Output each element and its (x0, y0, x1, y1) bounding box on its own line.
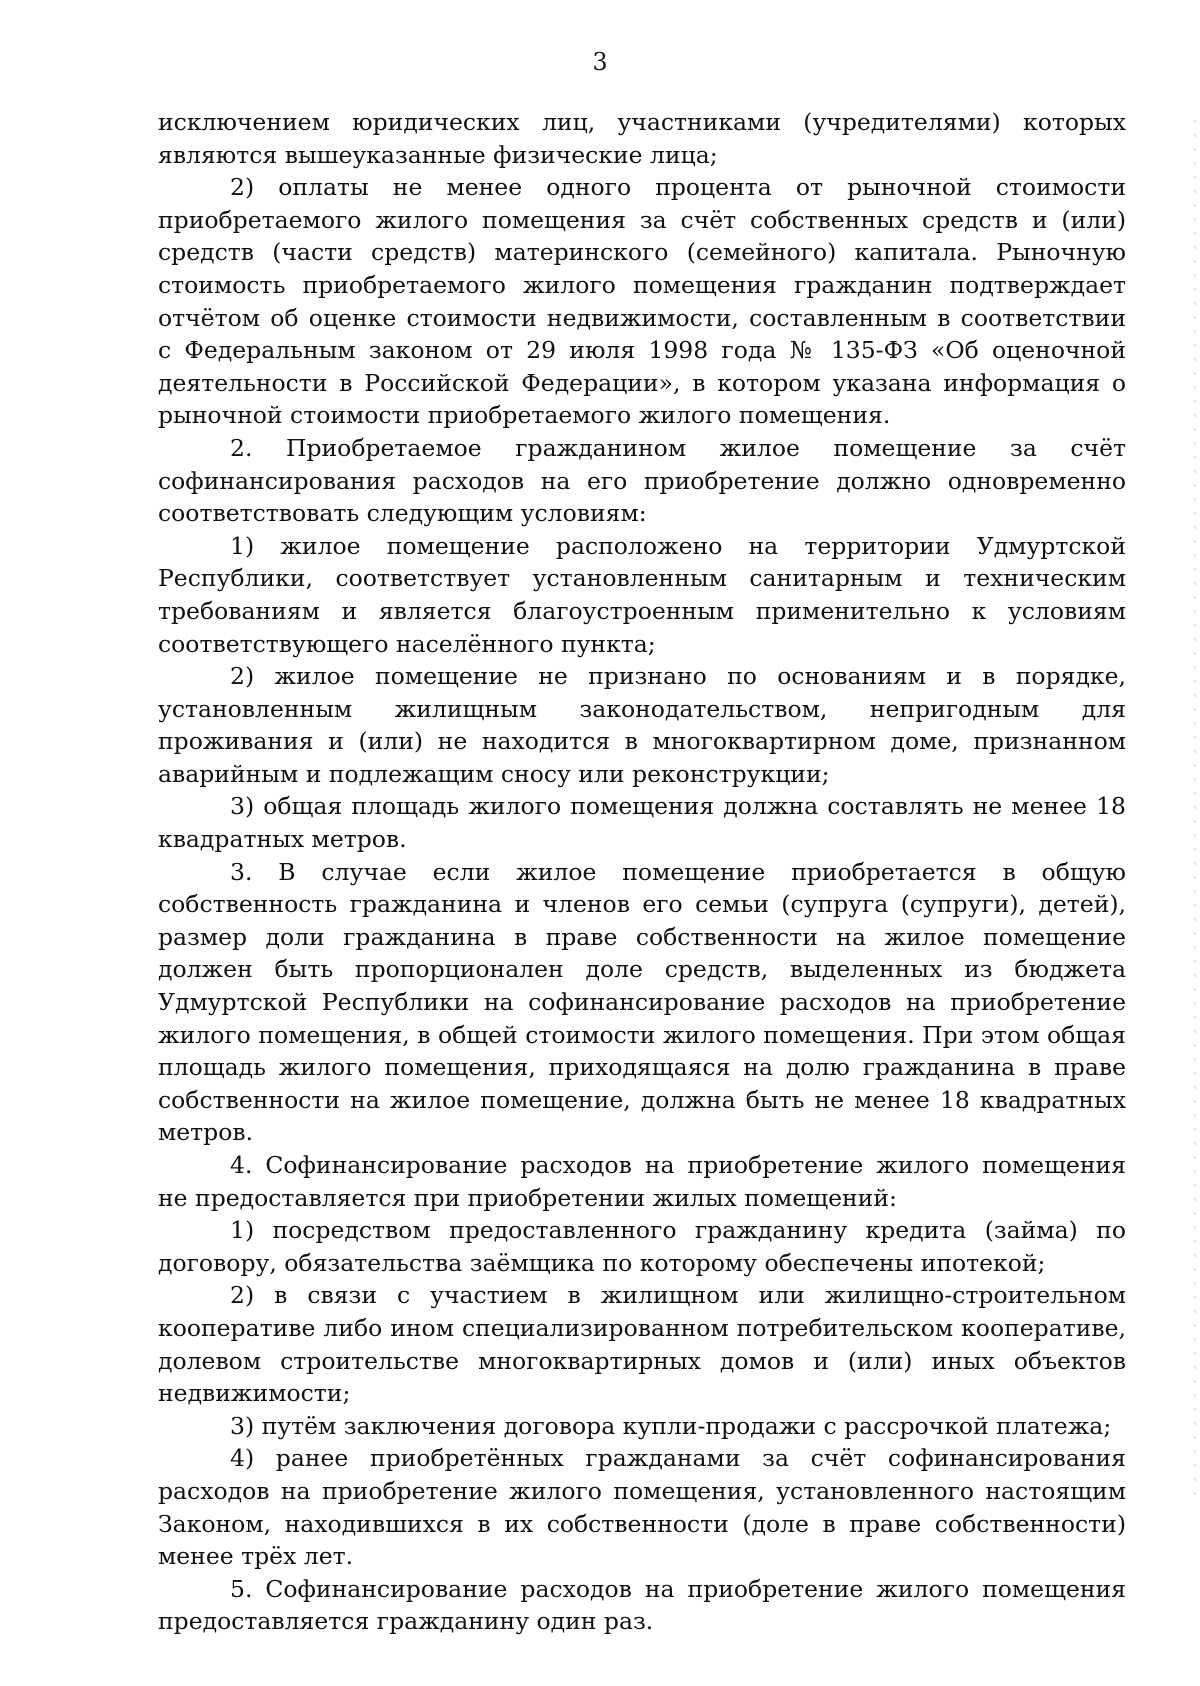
document-body (158, 106, 1126, 1638)
paragraph-section-3: 3. В случае если жилое помещение приобретается в общую собственность гражданина и членов его семьи (супруга (супруги), детей), размер доли гражданина в праве собственности на жилое помещение должен быть пропорционален доле средств, выделенных из бюджета Удмуртской Республики на софинансирование расходов на приобретение жилого помещения, в общей стоимости жилого помещения. При этом общая площадь жилого помещения, приходящаяся на долю гражданина в праве собственности на жилое помещение, должна быть не менее 18 квадратных метров. (158, 857, 1126, 1147)
paragraph-item-2-payment: 2) оплаты не менее одного процента от рыночной стоимости приобретаемого жилого помещения за счёт собственных средств и (или) средств (части средств) материнского (семейного) капитала. Рыночную стоимость приобретаемого жилого помещения гражданин подтверждает отчётом об оценке стоимости недвижимости, составленным в соответствии с Федеральным законом от 29 июля 1998 года № 135-ФЗ «Об оценочной деятельности в Российской Федерации», в котором указана информация о рыночной стоимости приобретаемого жилого помещения. (158, 173, 1126, 430)
page-number: 3 (592, 48, 608, 76)
paragraph-section-4-item-3: 3) путём заключения договора купли-продажи с рассрочкой платежа; (230, 1411, 1112, 1440)
paragraph-section-4-item-4: 4) ранее приобретённых гражданами за счёт софинансирования расходов на приобретение жилого помещения, установленного настоящим Законом, находившихся в их собственности (доле в праве собственности) менее трёх лет. (158, 1444, 1126, 1571)
paragraph-continuation: исключением юридических лиц, участниками (учредителями) которых являются вышеуказанные физические лица; (158, 108, 1126, 169)
paragraph-section-2-item-3: 3) общая площадь жилого помещения должна составлять не менее 18 квадратных метров. (158, 792, 1126, 854)
paragraph-section-2: 2. Приобретаемое гражданином жилое помещение за счёт софинансирования расходов на его приобретение должно одновременно соответствовать следующим условиям: (158, 433, 1126, 528)
paragraph-section-2-item-1: 1) жилое помещение расположено на территории Удмуртской Республики, соответствует установленным санитарным и техническим требованиям и является благоустроенным применительно к условиям соответствующего населённого пункта; (158, 531, 1126, 658)
paragraph-section-4-item-2: 2) в связи с участием в жилищном или жилищно-строительном кооперативе либо ином специализированном потребительском кооперативе, долевом строительстве многоквартирных домов и (или) иных объектов недвижимости; (158, 1281, 1126, 1408)
scan-edge-artifact (1194, 120, 1196, 1500)
paragraph-section-4-item-1: 1) посредством предоставленного гражданину кредита (займа) по договору, обязательства заёмщика по которому обеспечены ипотекой; (158, 1216, 1126, 1277)
paragraph-section-4: 4. Софинансирование расходов на приобретение жилого помещения не предоставляется при приобретении жилых помещений: (158, 1151, 1126, 1212)
paragraph-section-2-item-2: 2) жилое помещение не признано по основаниям и в порядке, установленным жилищным законодательством, непригодным для проживания и (или) не находится в многоквартирном доме, признанном аварийным и подлежащим сносу или реконструкции; (158, 662, 1126, 788)
paragraph-section-5: 5. Софинансирование расходов на приобретение жилого помещения предоставляется гражданину один раз. (158, 1574, 1126, 1636)
